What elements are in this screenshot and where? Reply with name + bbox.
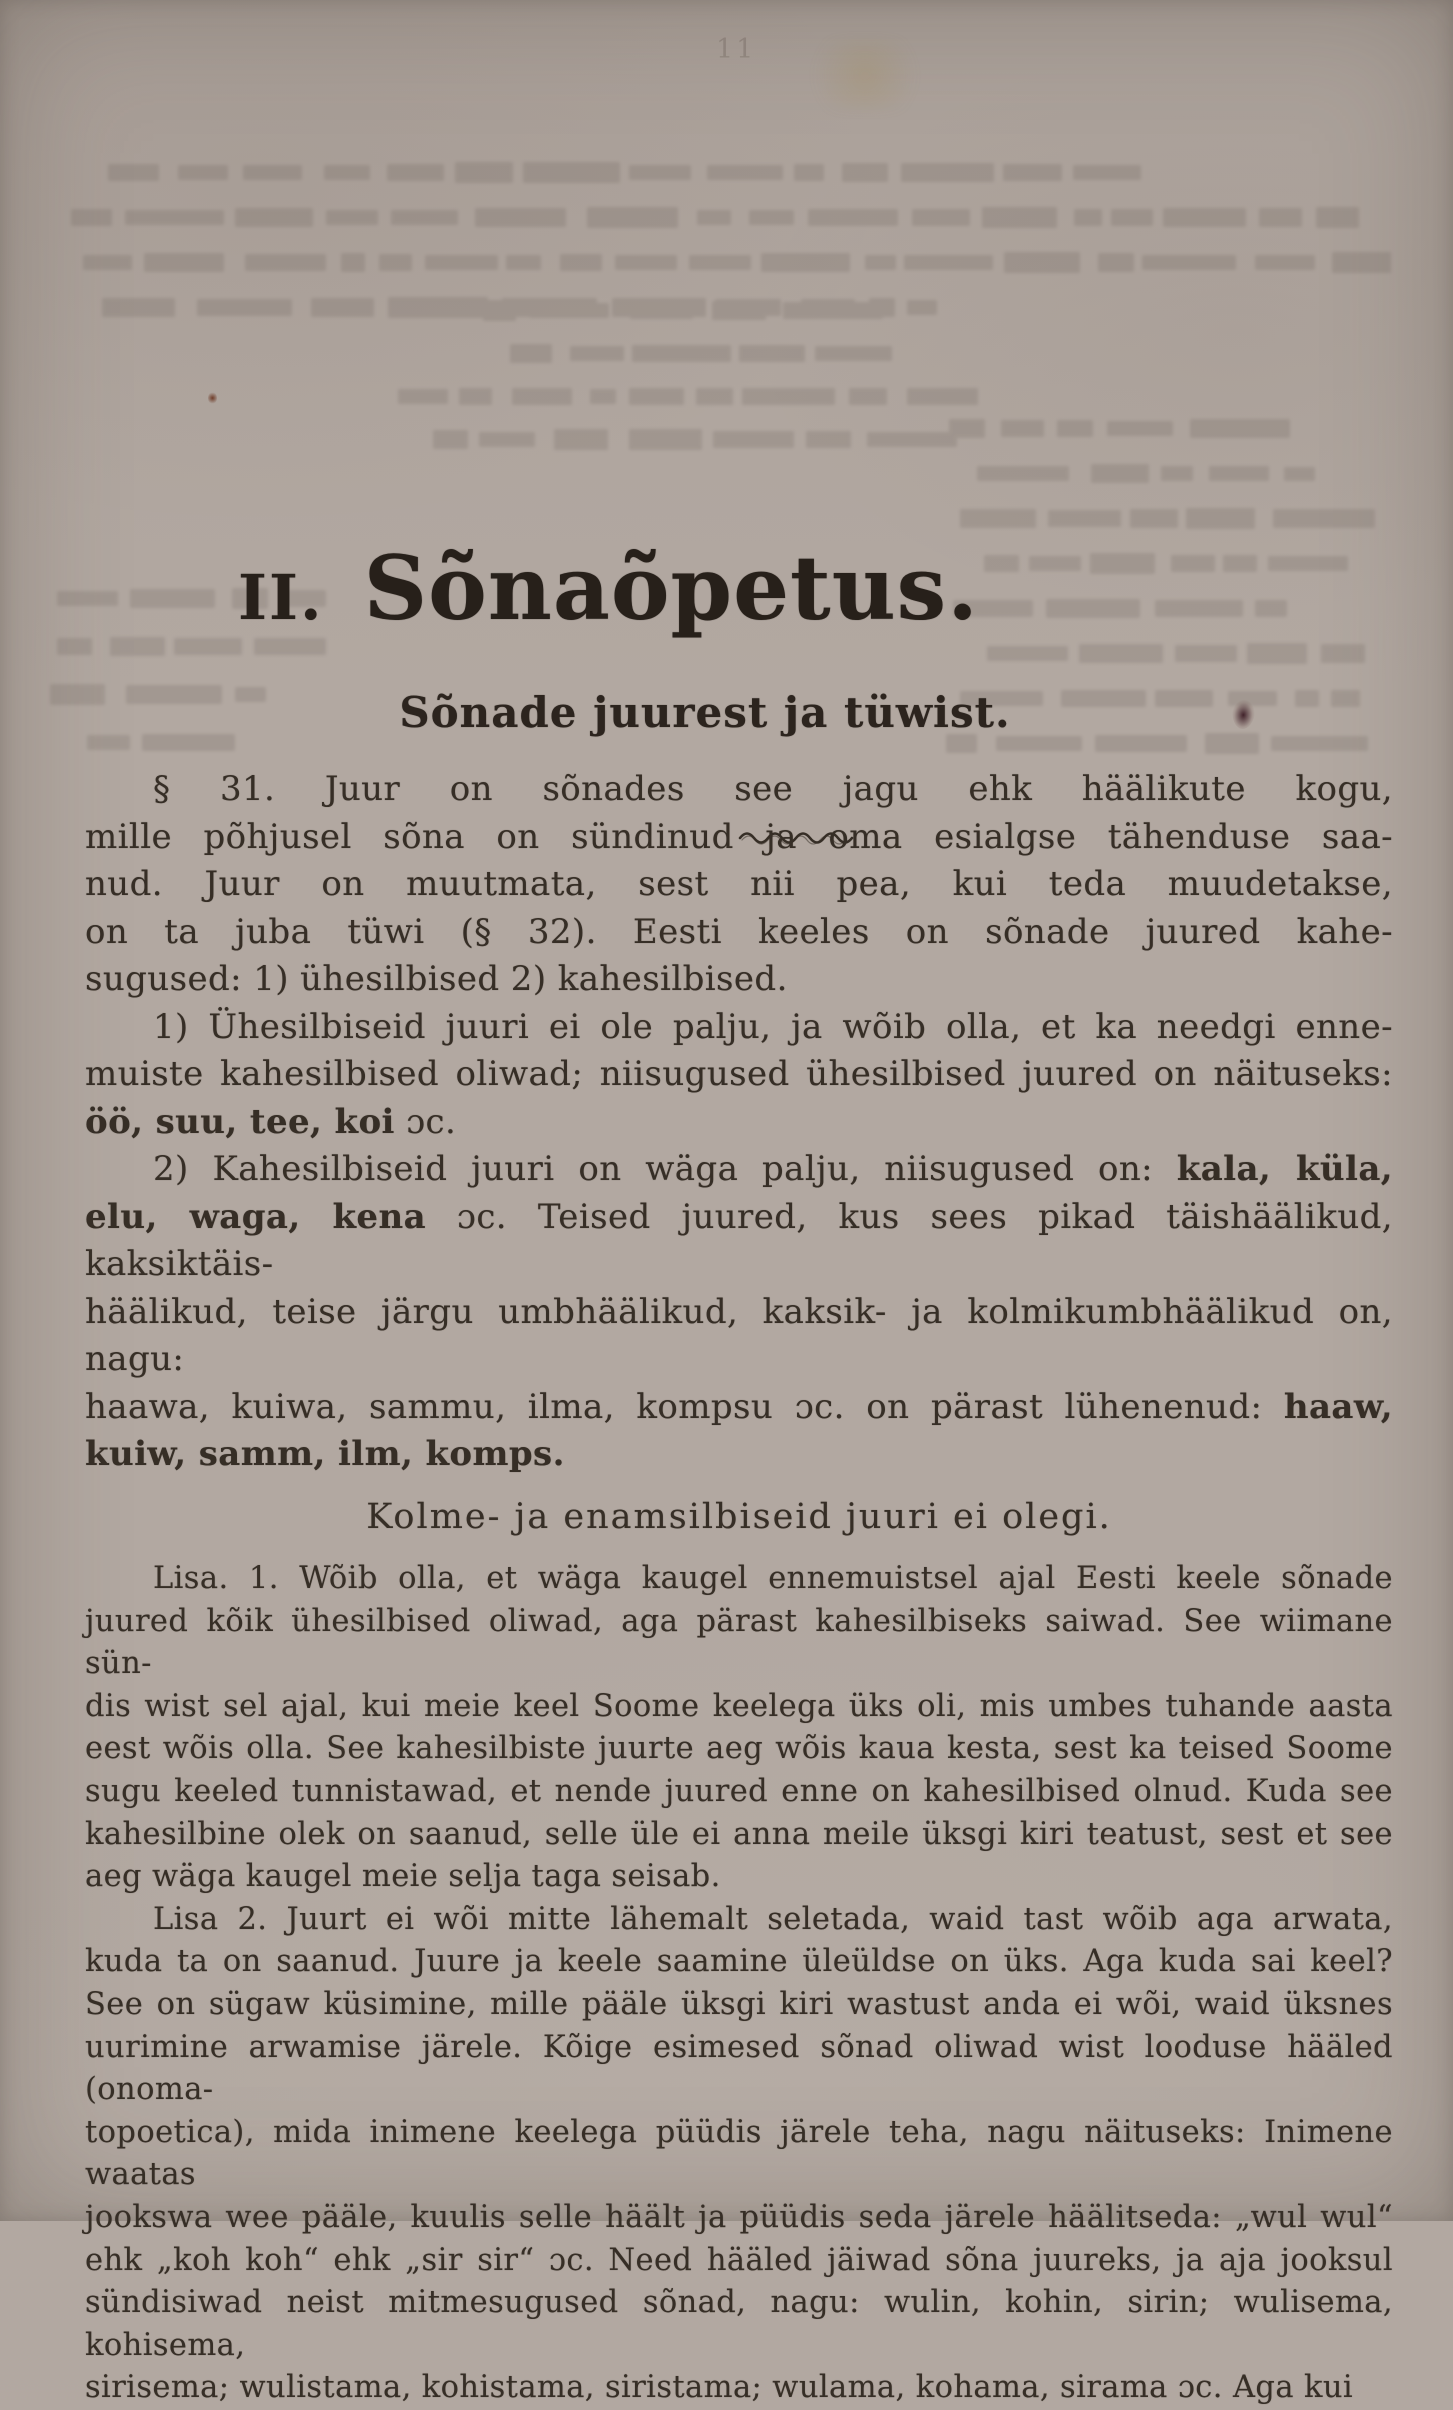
chapter-number: II. [238, 561, 324, 634]
paper-stain [800, 40, 930, 110]
bleedthrough-line [78, 162, 1141, 183]
bleedthrough-line [402, 386, 977, 405]
paragraph [85, 1558, 1393, 1899]
text-line: sirisema; wulistama, kohistama, siristama; wulama, kohama, sirama ɔc. Aga kui [85, 2370, 1354, 2406]
text-line: ehk „koh koh“ ehk „sir sir“ ɔc. Need hääled jäiwad sõna juureks, ja aja jooksul [85, 2242, 1393, 2278]
text-line: dis wist sel ajal, kui meie keel Soome keelega üks oli, mis umbes tuhande aasta [85, 1688, 1393, 1724]
text-line: muiste kahesilbised oliwad; niisugused ühesilbised juured on näituseks: [85, 1054, 1393, 1094]
text-line: Kolme- ja enamsilbiseid juuri ei olegi. [366, 1496, 1112, 1537]
paragraph [85, 766, 1393, 1004]
text-line: mille põhjusel sõna on sündinud ja oma esialgse tähenduse saa- [85, 816, 1393, 857]
text-line: öö, suu, tee, koi ɔc. [85, 1101, 457, 1142]
bleedthrough-line [952, 508, 1375, 529]
text-line: See on sügaw küsimine, mille pääle üksgi kiri wastust anda ei wõi, waid üksnes [85, 1986, 1393, 2022]
text-line: kuiw, samm, ilm, komps. [85, 1434, 565, 1474]
bleedthrough-line [78, 252, 1391, 273]
text-line: sugused: 1) ühesilbised 2) kahesilbised. [85, 959, 788, 999]
rust-speck [208, 392, 217, 404]
text-line: elu, waga, kena ɔc. Teised juured, kus sees pikad täishäälikud, kaksiktäis- [85, 1196, 1393, 1284]
bleedthrough-line [497, 300, 884, 321]
bleedthrough-line [488, 343, 892, 363]
text-line: haawa, kuiwa, sammu, ilma, kompsu ɔc. on pärast lühenenud: haaw, [85, 1386, 1393, 1427]
text-line: jookswa wee pääle, kuulis selle häält ja püüdis seda järele häälitseda: „wul wul“ [85, 2199, 1393, 2235]
text-line: eest wõis olla. See kahesilbiste juurte aeg wõis kaua kesta, sest ka teised Soome [85, 1731, 1393, 1767]
text-line: § 31. Juur on sõnades see jagu ehk häälikute kogu, [153, 769, 1393, 809]
text-line: kuda ta on saanud. Juure ja keele saamine üleüldse on üks. Aga kuda sai keel? [85, 1944, 1393, 1980]
faint-page-number: 11 [716, 34, 757, 65]
text-blocks [85, 766, 1393, 2410]
chapter-heading [238, 536, 979, 640]
text-line: Lisa 2. Juurt ei wõi mitte lähemalt seletada, waid tast wõib aga arwata, [153, 1901, 1393, 1937]
centered-line [85, 1494, 1393, 1542]
text-line: sündisiwad neist mitmesugused sõnad, nagu: wulin, kohin, sirin; wulisema, kohisema, [85, 2285, 1393, 2363]
text-line: 1) Ühesilbiseid juuri ei ole palju, ja wõib olla, et ka needgi enne- [153, 1006, 1393, 1047]
bleedthrough-line [952, 643, 1365, 664]
bleedthrough-line [952, 553, 1348, 574]
bleedthrough-line [952, 598, 1287, 618]
bleedthrough-line [78, 207, 1359, 228]
bleedthrough-line [423, 429, 958, 450]
paragraph [85, 1899, 1393, 2410]
text-line: häälikud, teise järgu umbhäälikud, kaksik- ja kolmikumbhäälikud on, nagu: [85, 1291, 1393, 1379]
bleedthrough-line [952, 463, 1315, 483]
text-line: topoetica), mida inimene keelega püüdis järele teha, nagu näituseks: Inimene waatas [85, 2114, 1393, 2193]
text-line: uurimine arwamise järele. Kõige esimesed sõnad oliwad wist looduse hääled (onoma- [85, 2029, 1393, 2108]
text-line: juured kõik ühesilbised oliwad, aga pärast kahesilbiseks saiwad. See wiimane sün- [85, 1603, 1393, 1682]
chapter-title: Sõnaõpetus. [363, 536, 979, 640]
paragraph [85, 1146, 1393, 1479]
text-line: aeg wäga kaugel meie selja taga seisab. [85, 1859, 721, 1895]
section-subtitle: Sõnade juurest ja tüwist. [399, 688, 1011, 737]
text-line: on ta juba tüwi (§ 32). Eesti keeles on sõnade juured kahe- [85, 911, 1393, 952]
text-line: kahesilbine olek on saanud, selle üle ei anna meile üksgi kiri teatust, sest et see [85, 1816, 1393, 1852]
paragraph [85, 1004, 1393, 1147]
bleedthrough-line [952, 418, 1290, 438]
text-line: nud. Juur on muutmata, sest nii pea, kui teda muudetakse, [85, 864, 1393, 904]
text-line: 2) Kahesilbiseid juuri on wäga palju, niisugused on: kala, küla, [153, 1149, 1394, 1189]
text-line: Lisa. 1. Wõib olla, et wäga kaugel ennemuistsel ajal Eesti keele sõnade [153, 1561, 1393, 1596]
text-line: sugu keeled tunnistawad, et nende juured enne on kahesilbised olnud. Kuda see [85, 1773, 1393, 1809]
